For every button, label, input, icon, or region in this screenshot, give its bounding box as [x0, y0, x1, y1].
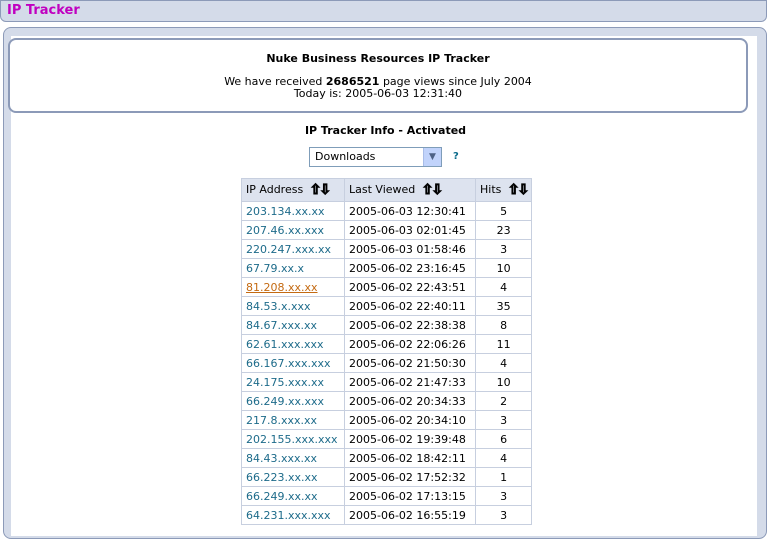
table-row: [242, 487, 532, 506]
views-prefix: We have received: [224, 75, 323, 88]
hits-cell: 4: [476, 449, 532, 468]
table-row: [242, 449, 532, 468]
ip-address-link[interactable]: 84.67.xxx.xx: [242, 316, 345, 335]
ip-address-link[interactable]: 207.46.xx.xxx: [242, 221, 345, 240]
ip-address-link[interactable]: 81.208.xx.xx: [242, 278, 345, 297]
section-title: IP Tracker Info - Activated: [304, 124, 467, 137]
last-viewed-cell: 2005-06-02 16:55:19: [345, 506, 476, 525]
hits-cell: 5: [476, 202, 532, 221]
table-row: [242, 411, 532, 430]
sort-arrows-icon[interactable]: ⇧⇩: [507, 182, 528, 198]
table-row: [242, 373, 532, 392]
sort-arrows-icon[interactable]: ⇧⇩: [309, 182, 330, 198]
ip-address-link[interactable]: 64.231.xxx.xxx: [242, 506, 345, 525]
ip-address-link[interactable]: 66.223.xx.xx: [242, 468, 345, 487]
last-viewed-cell: 2005-06-02 19:39:48: [345, 430, 476, 449]
window-title: IP Tracker: [7, 3, 80, 18]
today-line: Today is: 2005-06-03 12:31:40: [293, 87, 463, 100]
table-row: [242, 221, 532, 240]
hits-cell: 23: [476, 221, 532, 240]
last-viewed-cell: 2005-06-02 18:42:11: [345, 449, 476, 468]
views-count: 2686521: [325, 75, 380, 88]
module-select[interactable]: [309, 147, 442, 167]
ip-address-link[interactable]: 202.155.xxx.xxx: [242, 430, 345, 449]
ip-address-link[interactable]: 24.175.xxx.xx: [242, 373, 345, 392]
hits-cell: 4: [476, 278, 532, 297]
hits-cell: 3: [476, 487, 532, 506]
column-hits[interactable]: [476, 179, 532, 202]
table-row: [242, 468, 532, 487]
table-row: [242, 316, 532, 335]
column-ip-address[interactable]: [242, 179, 345, 202]
last-viewed-cell: 2005-06-03 01:58:46: [345, 240, 476, 259]
last-viewed-cell: 2005-06-02 22:43:51: [345, 278, 476, 297]
column-label: Hits: [480, 183, 502, 196]
table-row: [242, 297, 532, 316]
header-box: [8, 38, 748, 113]
ip-address-link[interactable]: 220.247.xxx.xx: [242, 240, 345, 259]
table-row: [242, 354, 532, 373]
table-row: [242, 430, 532, 449]
ip-table-body: [242, 202, 532, 525]
ip-address-link[interactable]: 84.53.x.xxx: [242, 297, 345, 316]
last-viewed-cell: 2005-06-02 22:40:11: [345, 297, 476, 316]
ip-address-link[interactable]: 62.61.xxx.xxx: [242, 335, 345, 354]
help-link[interactable]: ?: [453, 151, 459, 162]
ip-address-link[interactable]: 67.79.xx.x: [242, 259, 345, 278]
last-viewed-cell: 2005-06-02 21:47:33: [345, 373, 476, 392]
last-viewed-cell: 2005-06-03 02:01:45: [345, 221, 476, 240]
hits-cell: 3: [476, 240, 532, 259]
chevron-down-icon[interactable]: ▼: [423, 148, 441, 166]
column-last-viewed[interactable]: [345, 179, 476, 202]
last-viewed-cell: 2005-06-02 17:13:15: [345, 487, 476, 506]
table-row: [242, 392, 532, 411]
last-viewed-cell: 2005-06-02 22:06:26: [345, 335, 476, 354]
title-bar: [0, 0, 767, 22]
table-row: [242, 240, 532, 259]
table-row: [242, 506, 532, 525]
hits-cell: 2: [476, 392, 532, 411]
last-viewed-cell: 2005-06-02 20:34:33: [345, 392, 476, 411]
ip-address-link[interactable]: 217.8.xxx.xx: [242, 411, 345, 430]
hits-cell: 11: [476, 335, 532, 354]
hits-cell: 6: [476, 430, 532, 449]
sort-arrows-icon[interactable]: ⇧⇩: [421, 182, 442, 198]
table-row: [242, 335, 532, 354]
ip-address-link[interactable]: 203.134.xx.xx: [242, 202, 345, 221]
ip-table: [241, 178, 532, 525]
table-row: [242, 259, 532, 278]
site-heading: Nuke Business Resources IP Tracker: [266, 52, 490, 65]
views-suffix: page views since July 2004: [382, 75, 532, 88]
last-viewed-cell: 2005-06-02 17:52:32: [345, 468, 476, 487]
hits-cell: 4: [476, 354, 532, 373]
hits-cell: 1: [476, 468, 532, 487]
table-header-row: [242, 179, 532, 202]
ip-address-link[interactable]: 66.167.xxx.xxx: [242, 354, 345, 373]
hits-cell: 8: [476, 316, 532, 335]
ip-address-link[interactable]: 84.43.xxx.xx: [242, 449, 345, 468]
column-label: Last Viewed: [349, 183, 416, 196]
hits-cell: 35: [476, 297, 532, 316]
hits-cell: 10: [476, 259, 532, 278]
last-viewed-cell: 2005-06-02 23:16:45: [345, 259, 476, 278]
last-viewed-cell: 2005-06-02 20:34:10: [345, 411, 476, 430]
hits-cell: 10: [476, 373, 532, 392]
table-row: [242, 202, 532, 221]
ip-address-link[interactable]: 66.249.xx.xxx: [242, 392, 345, 411]
table-row: [242, 278, 532, 297]
ip-address-link[interactable]: 66.249.xx.xx: [242, 487, 345, 506]
column-label: IP Address: [246, 183, 304, 196]
last-viewed-cell: 2005-06-02 21:50:30: [345, 354, 476, 373]
last-viewed-cell: 2005-06-03 12:30:41: [345, 202, 476, 221]
module-select-value: Downloads: [315, 150, 376, 163]
hits-cell: 3: [476, 411, 532, 430]
hits-cell: 3: [476, 506, 532, 525]
last-viewed-cell: 2005-06-02 22:38:38: [345, 316, 476, 335]
